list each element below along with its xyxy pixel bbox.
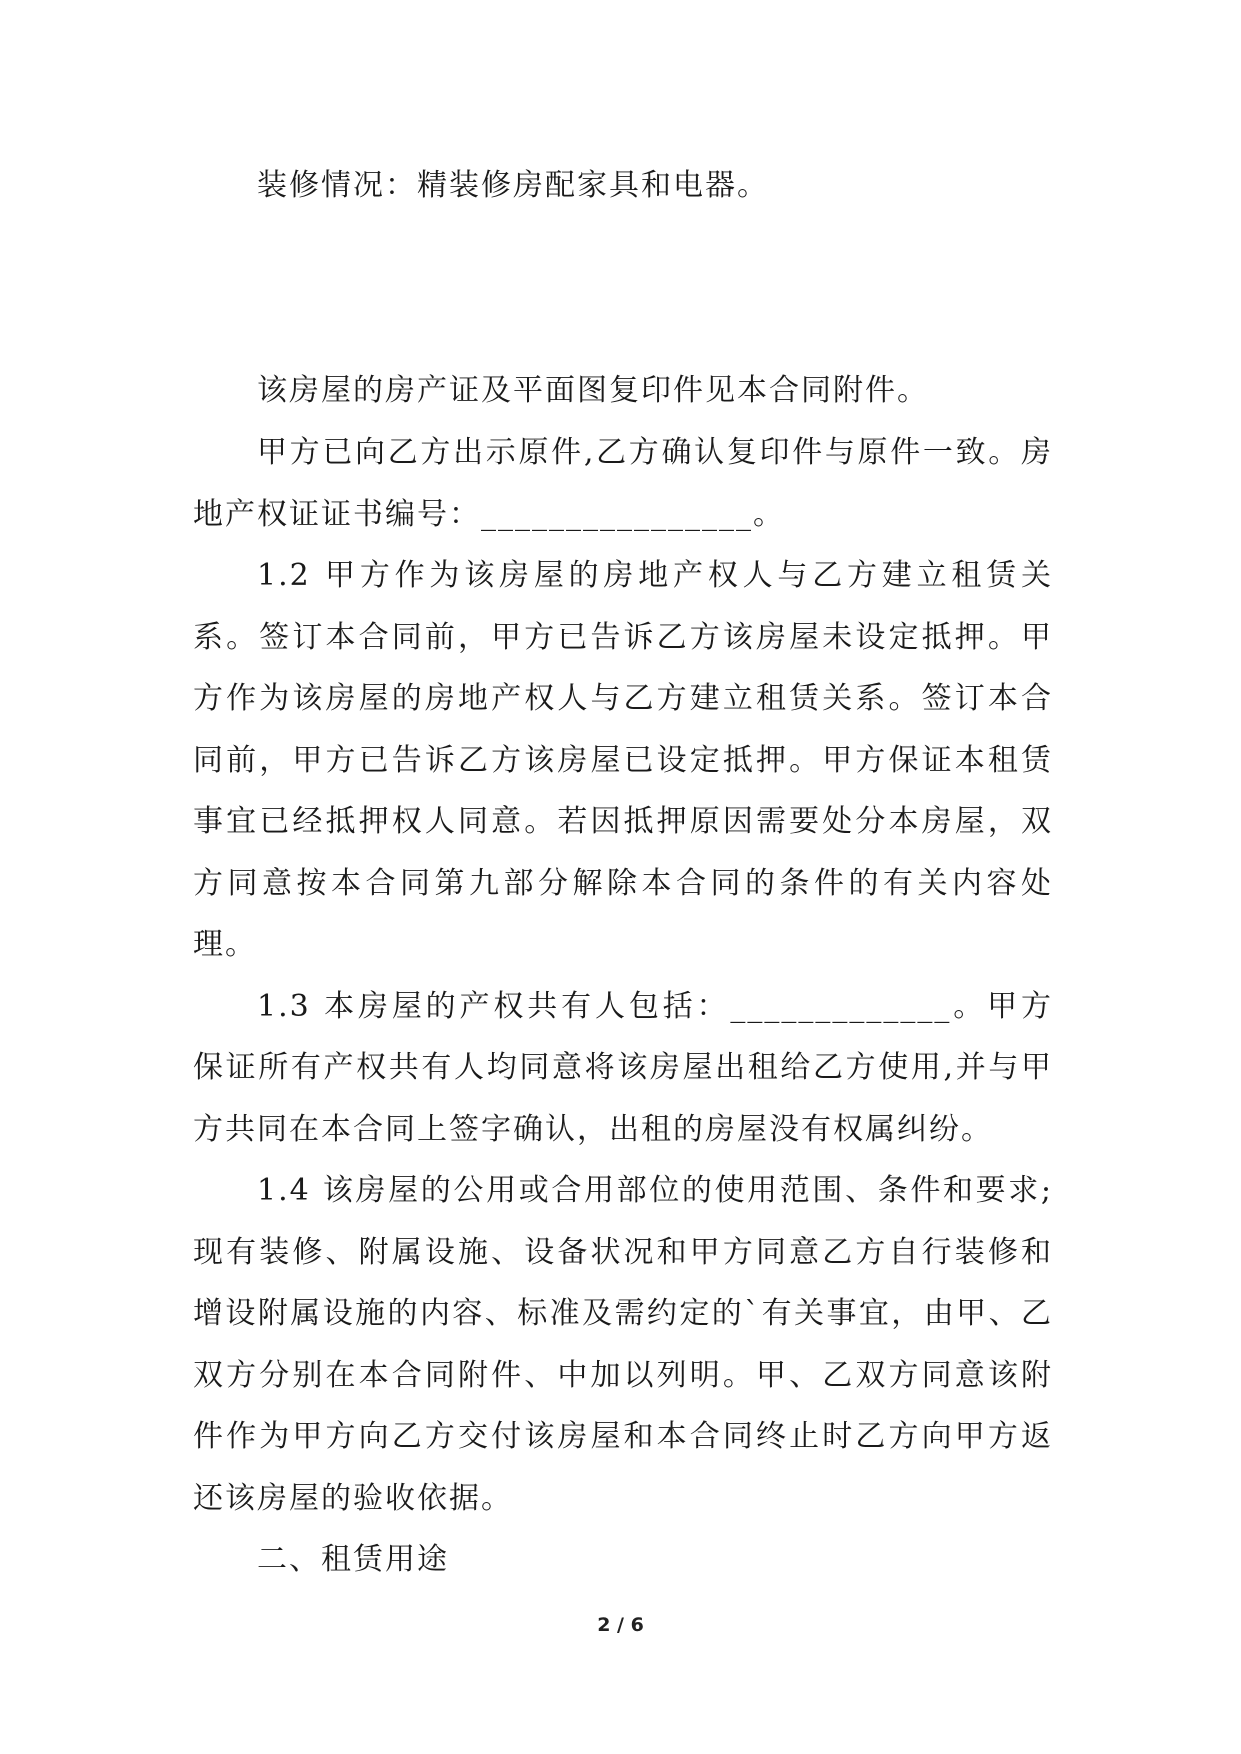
section-heading-lease-purpose: 二、租赁用途 bbox=[257, 1542, 449, 1577]
page-number: 2 / 6 bbox=[597, 1614, 644, 1636]
paragraph-clause-1-2: 1.2 甲方作为该房屋的房地产权人与乙方建立租赁关系。签订本合同前，甲方已告诉乙方该房屋未设定抵押。甲方作为该房屋的房地产权人与乙方建立租赁关系。签订本合同前，甲方已告诉乙方该房屋已设定抵押。甲方保证本租赁事宜已经抵押权人同意。若因抵押原因需要处分本房屋，双方同意按本合同第九部分解除本合同的条件的有关内容处理。 bbox=[193, 558, 1053, 962]
paragraph-clause-1-3: 1.3 本房屋的产权共有人包括：_____________。甲方保证所有产权共有人均同意将该房屋出租给乙方使用,并与甲方共同在本合同上签字确认，出租的房屋没有权属纠纷。 bbox=[193, 988, 1053, 1147]
paragraph-clause-1-4: 1.4 该房屋的公用或合用部位的使用范围、条件和要求;现有装修、附属设施、设备状况和甲方同意乙方自行装修和增设附属设施的内容、标准及需约定的`有关事宜，由甲、乙双方分别在本合同附件、中加以列明。甲、乙双方同意该附件作为甲方向乙方交付该房屋和本合同终止时乙方向甲方返还该房屋的验收依据。 bbox=[193, 1173, 1053, 1516]
paragraph-group bbox=[193, 422, 1053, 1591]
paragraph-original-shown: 甲方已向乙方出示原件,乙方确认复印件与原件一致。房地产权证证书编号：________________。 bbox=[193, 435, 1053, 532]
paragraph-decoration: 装修情况：精装修房配家具和电器。 bbox=[257, 168, 769, 203]
paragraph-certificate-copy: 该房屋的房产证及平面图复印件见本合同附件。 bbox=[257, 373, 929, 408]
